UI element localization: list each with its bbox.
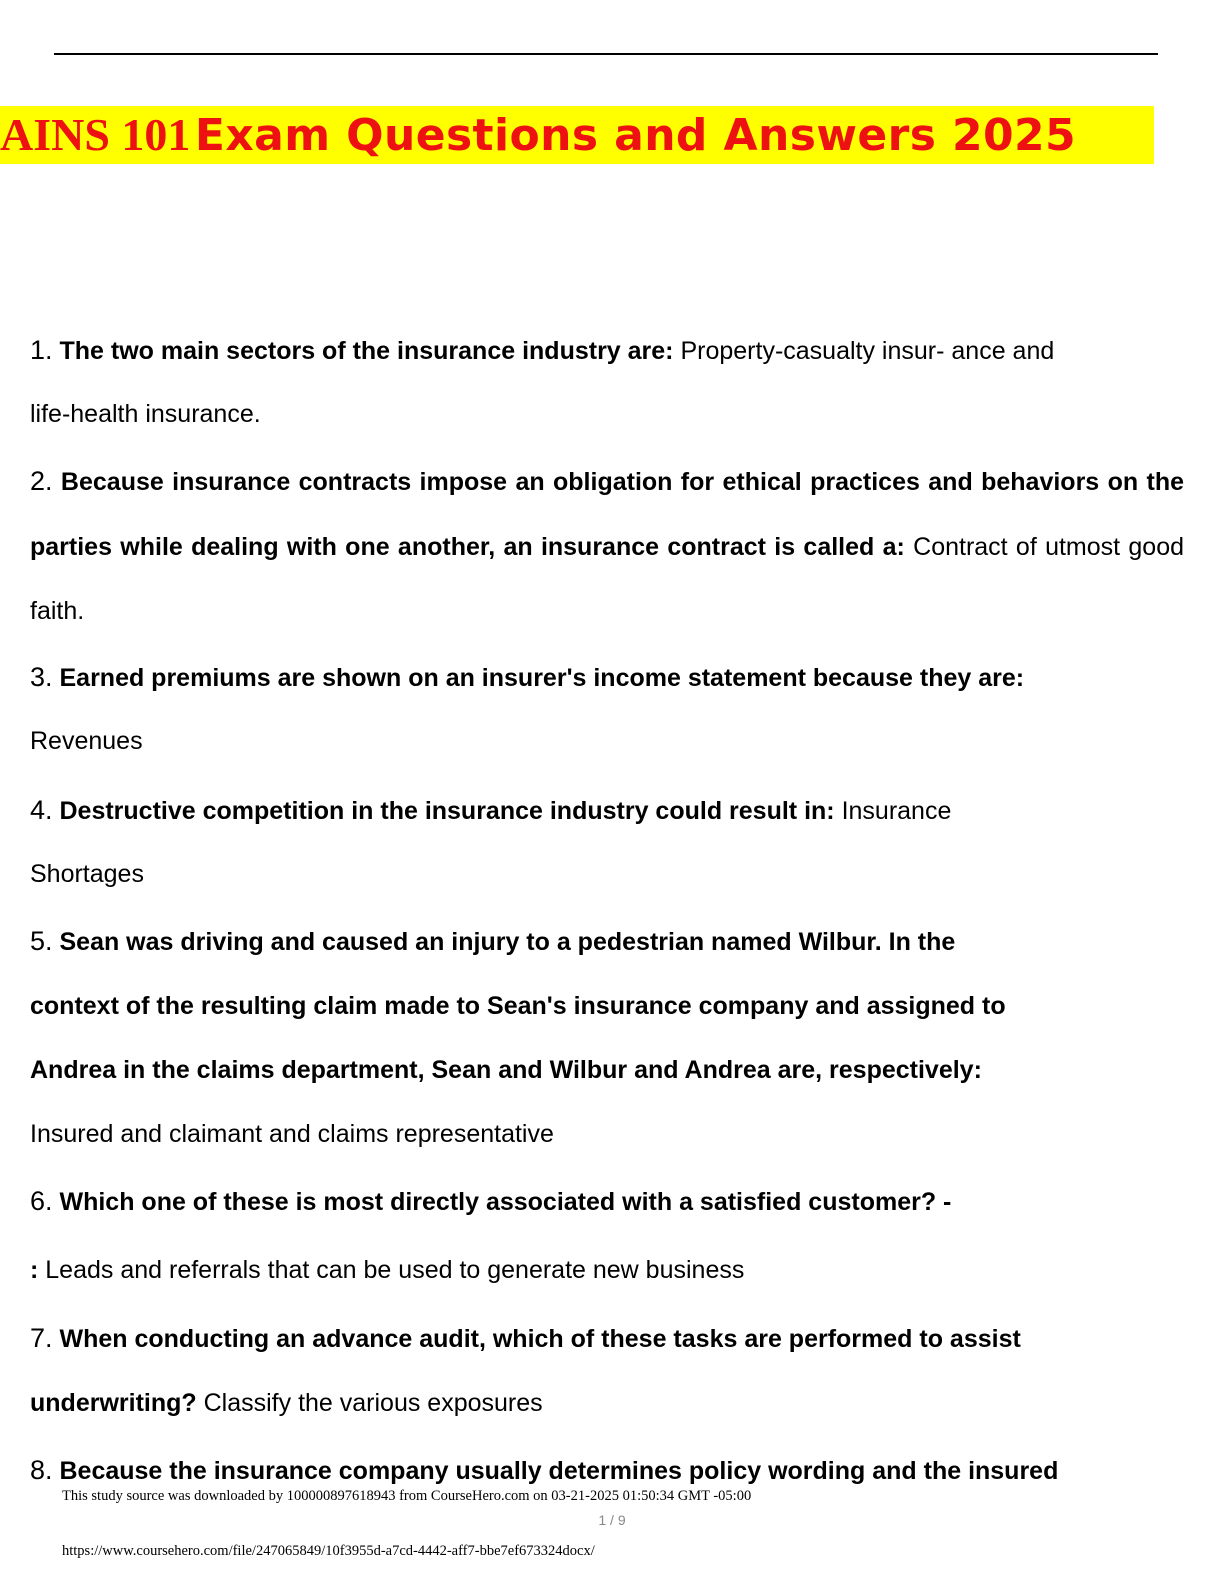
qa-item-4 <box>30 778 1184 844</box>
item-number: 1. <box>30 335 53 365</box>
qa-item-5-line2 <box>30 974 1184 1039</box>
answer-cont: Shortages <box>30 860 144 888</box>
question: The two main sectors of the insurance industry are: <box>59 337 674 365</box>
question-cont: underwriting? <box>30 1389 197 1417</box>
item-number: 6. <box>30 1186 53 1216</box>
answer: Revenues <box>30 727 143 755</box>
qa-item-1-cont <box>30 382 1184 447</box>
item-number: 3. <box>30 662 53 692</box>
question: Because the insurance company usually determines policy wording and the insured <box>59 1457 1059 1485</box>
question: Earned premiums are shown on an insurer's income statement because they are: <box>59 664 1025 692</box>
answer: Leads and referrals that can be used to generate new business <box>45 1256 745 1284</box>
question: Which one of these is most directly associated with a satisfied customer? - <box>59 1188 952 1216</box>
answer: Property-casualty insur- ance and <box>680 337 1055 365</box>
qa-item-4-cont <box>30 842 1184 907</box>
item-number: 5. <box>30 926 53 956</box>
answer: Insured and claimant and claims representative <box>30 1120 554 1148</box>
qa-item-3-answer <box>30 709 1184 774</box>
item-number: 2. <box>30 466 53 496</box>
qa-item-5 <box>30 909 1184 975</box>
page-number: 1 / 9 <box>598 1512 626 1528</box>
answer-cont: life-health insurance. <box>30 400 261 428</box>
question-cont: : <box>30 1256 39 1284</box>
qa-item-5-line3 <box>30 1038 1184 1103</box>
question: When conducting an advance audit, which of these tasks are performed to assist <box>59 1325 1021 1353</box>
question-cont: context of the resulting claim made to Sean's insurance company and assigned to <box>30 992 1006 1020</box>
qa-item-2 <box>30 449 1184 644</box>
qa-item-6-answer <box>30 1238 1184 1303</box>
answer: Classify the various exposures <box>203 1389 543 1417</box>
qa-item-6 <box>30 1169 1184 1235</box>
question-cont: Andrea in the claims department, Sean and Wilbur and Andrea are, respectively: <box>30 1056 982 1084</box>
qa-item-7-line2 <box>30 1371 1184 1436</box>
answer: Insurance <box>841 797 952 825</box>
header-rule <box>54 53 1158 55</box>
title-text: Exam Questions and Answers 2025 <box>194 110 1077 161</box>
qa-item-1 <box>30 318 1184 384</box>
document-title <box>0 106 1154 164</box>
item-number: 7. <box>30 1323 53 1353</box>
question: Sean was driving and caused an injury to a pedestrian named Wilbur. In the <box>59 928 956 956</box>
source-url[interactable]: https://www.coursehero.com/file/247065849/10f3955d-a7cd-4442-aff7-bbe7ef673324docx/ <box>62 1543 595 1559</box>
answer: Contract of utmost good faith. <box>30 532 1185 625</box>
item-number: 4. <box>30 795 53 825</box>
qa-item-7 <box>30 1306 1184 1372</box>
item-number: 8. <box>30 1455 53 1485</box>
course-code: AINS 101 <box>0 109 191 160</box>
question: Because insurance contracts impose an obligation for ethical practices and behaviors on the parties while dealing with one another, an insurance contract is called a: <box>30 468 1185 561</box>
download-notice: This study source was downloaded by 100000897618943 from CourseHero.com on 03-21-2025 01:50:34 GMT -05:00 <box>62 1488 752 1504</box>
qa-item-3 <box>30 645 1184 711</box>
qa-item-5-answer <box>30 1102 1184 1167</box>
question: Destructive competition in the insurance industry could result in: <box>59 797 835 825</box>
